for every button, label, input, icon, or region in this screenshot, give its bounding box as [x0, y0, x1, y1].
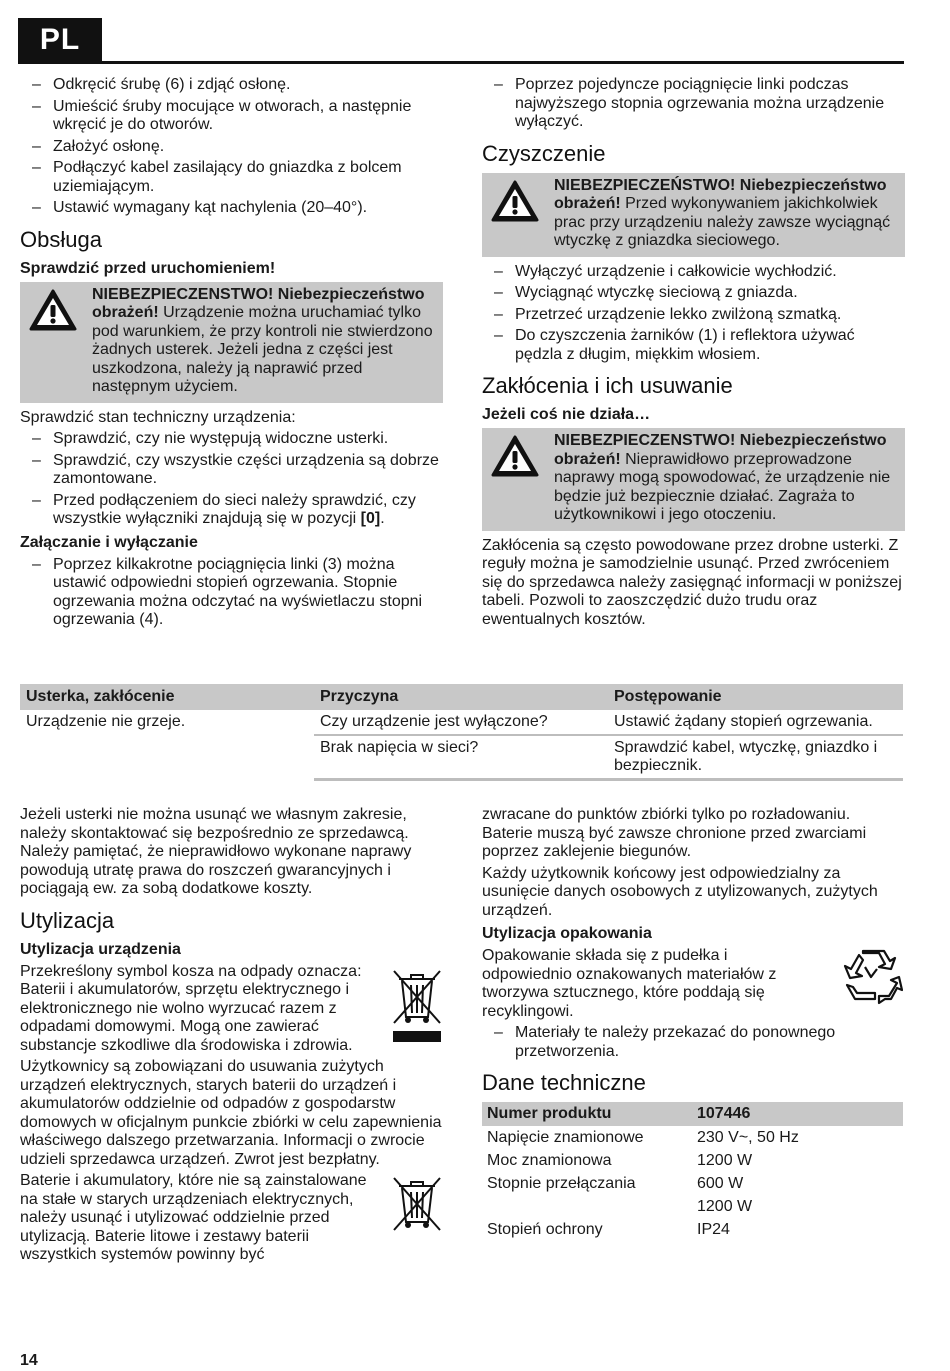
list-item: – Materiały te należy przekazać do ponownego przetworzenia.	[482, 1024, 905, 1061]
table-row	[20, 710, 903, 735]
table-cell	[482, 1195, 692, 1218]
language-tab: PL	[18, 18, 102, 62]
table-cell	[20, 735, 314, 780]
table-header: Usterka, zakłócenie	[20, 684, 314, 710]
battery-text-cont: zwracane do punktów zbiórki tylko po rozładowaniu. Baterie muszą być zawsze chronione przed zwarciami poprzez zaklejenie biegunów.	[482, 806, 867, 860]
table-cell: Moc znamionowa	[487, 1151, 612, 1169]
table-header: Postępowanie	[608, 684, 903, 710]
recycle-icon	[841, 947, 903, 1013]
header-rule	[18, 61, 904, 64]
users-text: Użytkownicy są zobowiązani do usuwania zużytych urządzeń elektrycznych, starych baterii do urządzeń i akumulatorów oddzielnie od odpadów z gospodarstw domowych w oficjalnym punkcie zbiórki w celu zapewnienia właściwego dalszego przetwarzania. Informacji o zwrocie udzieli sprzedawca urządzeń. Zwrot jest bezpłatny.	[20, 1058, 442, 1168]
trouble-text: Zakłócenia są często powodowane przez drobne usterki. Z reguły można je samodzielnie usunąć. Przed zwróceniem się do sprzedawca należy zasięgnąć informacji w poniższej tabeli. Pozwoli to zaoszczędzić dużo trudu oraz ewentualnych kosztów.	[482, 536, 902, 628]
check-intro: Sprawdzić stan techniczny urządzenia:	[20, 408, 296, 426]
table-row	[482, 1126, 903, 1149]
device-disposal-block	[20, 963, 443, 1056]
list-item: – Wyłączyć urządzenie i całkowicie wychłodzić.	[482, 263, 905, 282]
list-item: – Poprzez pojedyncze pociągnięcie linki podczas najwyższego stopnia ogrzewania można urządzenie wyłączyć.	[482, 76, 905, 132]
onoff-list-cont	[482, 76, 905, 132]
battery-text: Baterie i akumulatory, które nie są zainstalowane na stałe w starych urządzeniach elektrycznych, należy usunąć i utylizować oddzielnie przed utylizacją. Baterie litowe i zestawy baterii wszystkich systemów powinny być	[20, 1172, 367, 1263]
subsection-title-device-disposal: Utylizacja urządzenia	[20, 940, 181, 958]
page-number: 14	[20, 1352, 38, 1369]
check-list	[20, 430, 443, 529]
table-cell: 600 W	[697, 1174, 744, 1192]
table-cell: Brak napięcia w sieci?	[314, 735, 608, 780]
crossed-out-bin-icon	[391, 1176, 443, 1238]
warning-triangle-icon	[490, 432, 546, 525]
enduser-text: Każdy użytkownik końcowy jest odpowiedzialny za usunięcie danych osobowych z utylizowanych, zużytych urządzeń.	[482, 864, 878, 919]
list-item: – Przetrzeć urządzenie lekko zwilżoną szmatką.	[482, 306, 905, 325]
warning-text: NIEBEZPIECZENSTWO! Niebezpieczeństwo obrażeń! Nieprawidłowo przeprowadzone naprawy mogą spowodować, że urządzenie nie będzie już bezpiecznie działać. Zagraża to użytkownikowi i jego otoczeniu.	[554, 432, 891, 523]
section-title-disposal: Utylizacja	[20, 907, 115, 933]
list-item: – Ustawić wymagany kąt nachylenia (20–40°).	[20, 199, 443, 218]
table-cell: Stopień ochrony	[487, 1220, 603, 1238]
section-title-tech-data: Dane techniczne	[482, 1070, 646, 1095]
list-item: – Sprawdzić, czy nie występują widoczne usterki.	[20, 430, 443, 449]
list-item: – Odkręcić śrubę (6) i zdjąć osłonę.	[20, 76, 443, 95]
packaging-list	[482, 1024, 905, 1061]
list-item: – Poprzez kilkakrotne pociągnięcia linki (3) można ustawić odpowiedni stopień ogrzewania. Stopnie ogrzewania można odczytać na wyświetlaczu stopni ogrzewania (4).	[20, 556, 443, 630]
table-cell: IP24	[697, 1220, 730, 1238]
warning-box	[482, 428, 905, 531]
list-item: – Przed podłączeniem do sieci należy sprawdzić, czy wszystkie wyłączniki znajdują się w pozycji [0].	[20, 492, 443, 529]
warning-box	[20, 282, 443, 403]
section-title-obsluga: Obsługa	[20, 226, 102, 252]
warning-triangle-icon	[490, 177, 546, 251]
right-column	[482, 76, 905, 632]
table-cell: Stopnie przełączania	[487, 1174, 636, 1192]
onoff-list	[20, 556, 443, 630]
list-item: – Do czyszczenia żarników (1) i reflektora używać pędzla z długim, miękkim włosiem.	[482, 327, 905, 364]
table-cell: Sprawdzić kabel, wtyczkę, gniazdko i bezpiecznik.	[608, 735, 903, 780]
list-item: – Sprawdzić, czy wszystkie części urządzenia są dobrze zamontowane.	[20, 452, 443, 489]
table-cell: Napięcie znamionowe	[487, 1128, 644, 1146]
table-cell: Ustawić żądany stopień ogrzewania.	[608, 710, 903, 735]
contact-text: Jeżeli usterki nie można usunąć we własnym zakresie, należy skontaktować się bezpośrednio ze sprzedawcą. Należy pamiętać, że nieprawidłowo wykonane naprawy powodują utratę prawa do roszczeń gwarancyjnych i pociągają ew. za sobą dodatkowe koszty.	[20, 806, 412, 897]
packaging-block	[482, 947, 905, 1021]
table-header: Przyczyna	[314, 684, 608, 710]
table-cell: Urządzenie nie grzeje.	[26, 713, 186, 730]
table-row	[20, 735, 903, 780]
right-column-bottom	[482, 806, 905, 1241]
table-row	[482, 1195, 903, 1218]
tech-data-table	[482, 1102, 903, 1241]
list-item: – Założyć osłonę.	[20, 138, 443, 157]
section-title-cleaning: Czyszczenie	[482, 140, 606, 166]
warning-box	[482, 173, 905, 257]
table-cell: 1200 W	[697, 1197, 753, 1215]
subsection-title-trouble: Jeżeli coś nie działa…	[482, 406, 651, 423]
crossed-out-bin-icon	[391, 965, 443, 1049]
troubleshooting-table	[20, 684, 903, 781]
left-column-bottom	[20, 806, 443, 1268]
table-row	[482, 1149, 903, 1172]
section-title-troubleshooting: Zakłócenia i ich usuwanie	[482, 373, 733, 398]
left-column	[20, 76, 443, 633]
subsection-title-onoff: Załączanie i wyłączanie	[20, 533, 198, 551]
cleaning-list	[482, 263, 905, 365]
table-row	[482, 1218, 903, 1241]
subsection-title-check: Sprawdzić przed uruchomieniem!	[20, 259, 276, 277]
warning-triangle-icon	[28, 286, 84, 397]
list-item: – Umieścić śruby mocujące w otworach, a następnie wkręcić je do otworów.	[20, 98, 443, 135]
device-disposal-text: Przekreślony symbol kosza na odpady oznacza: Baterii i akumulatorów, sprzętu elektrycznego i elektronicznego nie wolno wyrzucać razem z odpadami domowymi. Mogą one zawierać substancje szkodliwe dla środowiska i zdrowia.	[20, 962, 362, 1054]
table-cell: Czy urządzenie jest wyłączone?	[314, 710, 608, 735]
list-item: – Wyciągnąć wtyczkę sieciową z gniazda.	[482, 284, 905, 303]
table-header: 107446	[692, 1102, 903, 1126]
subsection-title-packaging: Utylizacja opakowania	[482, 925, 652, 942]
warning-text: NIEBEZPIECZENSTWO! Niebezpieczeństwo obrażeń! Urządzenie można uruchamiać tylko pod warunkiem, że przy kontroli nie stwierdzono żadnych usterek. Jeżeli jedna z części jest uszkodzona, należy ją naprawić przed następnym użyciem.	[92, 285, 433, 395]
table-cell: 1200 W	[697, 1151, 753, 1169]
table-row	[482, 1172, 903, 1195]
table-cell: 230 V~, 50 Hz	[697, 1128, 799, 1146]
install-steps	[20, 76, 443, 218]
packaging-text: Opakowanie składa się z pudełka i odpowiednio oznakowanych materiałów z tworzywa sztucznego, które poddają się recyklingowi.	[482, 947, 777, 1020]
table-header: Numer produktu	[482, 1102, 692, 1126]
battery-block	[20, 1172, 443, 1265]
list-item: – Podłączyć kabel zasilający do gniazdka z bolcem uziemiającym.	[20, 159, 443, 196]
warning-text: NIEBEZPIECZEŃSTWO! Niebezpieczeństwo obrażeń! Przed wykonywaniem jakichkolwiek prac przy urządzeniu należy zawsze wyciągnąć wtyczkę z gniazdka sieciowego.	[554, 176, 891, 249]
